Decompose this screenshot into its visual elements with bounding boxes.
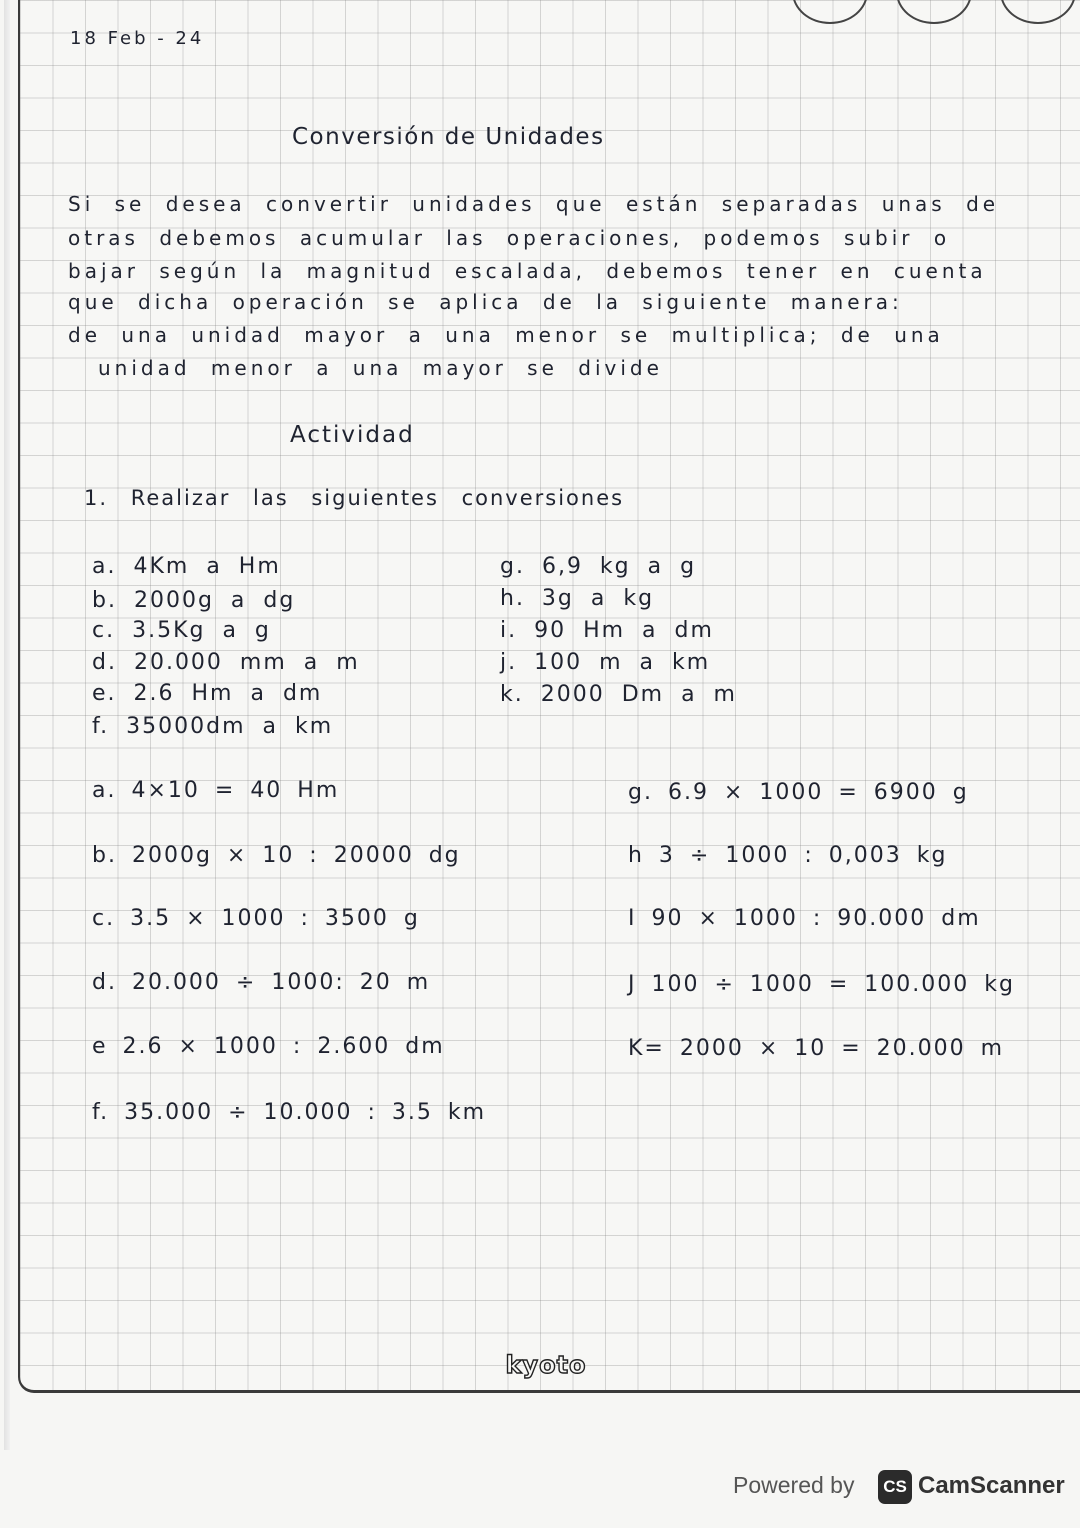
exercise-item: g. 6,9 kg a g <box>500 554 697 579</box>
solution-line: K= 2000 × 10 = 20.000 m <box>628 1036 1005 1061</box>
paragraph-line: bajar según la magnitud escalada, debemos tener en cuenta <box>68 259 987 283</box>
paragraph-line: unidad menor a una mayor se divide <box>98 356 663 380</box>
paragraph-line: Si se desea convertir unidades que están separadas unas de <box>68 192 1000 216</box>
note-title: Conversión de Unidades <box>292 124 605 150</box>
notebook-brand-logo: kyoto <box>505 1351 587 1379</box>
exercise-item: c. 3.5Kg a g <box>92 618 271 643</box>
solution-line: d. 20.000 ÷ 1000: 20 m <box>92 970 431 995</box>
exercise-item: d. 20.000 mm a m <box>92 650 360 675</box>
powered-by-label: Powered by <box>733 1472 855 1498</box>
solution-line: a. 4×10 = 40 Hm <box>92 778 340 803</box>
exercise-item: h. 3g a kg <box>500 586 655 611</box>
exercise-item: f. 35000dm a km <box>92 714 334 739</box>
activity-title: Actividad <box>290 422 415 448</box>
solution-line: g. 6.9 × 1000 = 6900 g <box>628 780 969 805</box>
exercise-item: b. 2000g a dg <box>92 588 296 613</box>
solution-line: b. 2000g × 10 : 20000 dg <box>92 843 461 868</box>
paragraph-line: de una unidad mayor a una menor se multiplica; de una <box>68 323 944 347</box>
exercise-item: k. 2000 Dm a m <box>500 682 737 707</box>
paragraph-line: otras debemos acumular las operaciones, podemos subir o <box>68 226 951 250</box>
exercise-item: e. 2.6 Hm a dm <box>92 681 323 706</box>
solution-line: f. 35.000 ÷ 10.000 : 3.5 km <box>92 1100 487 1125</box>
notebook-edge <box>4 0 10 1450</box>
exercise-item: i. 90 Hm a dm <box>500 618 714 643</box>
camscanner-icon: CS <box>878 1470 912 1504</box>
note-date: 18 Feb - 24 <box>70 28 205 49</box>
solution-line: h 3 ÷ 1000 : 0,003 kg <box>628 843 948 868</box>
paragraph-line: que dicha operación se aplica de la siguiente manera: <box>68 290 903 314</box>
solution-line: I 90 × 1000 : 90.000 dm <box>628 906 981 931</box>
solution-line: J 100 ÷ 1000 = 100.000 kg <box>628 972 1015 997</box>
camscanner-name: CamScanner <box>918 1472 1065 1499</box>
activity-instruction: 1. Realizar las siguientes conversiones <box>84 486 625 510</box>
exercise-item: j. 100 m a km <box>500 650 711 675</box>
solution-line: e 2.6 × 1000 : 2.600 dm <box>92 1034 445 1059</box>
solution-line: c. 3.5 × 1000 : 3500 g <box>92 906 420 931</box>
exercise-item: a. 4Km a Hm <box>92 554 281 579</box>
